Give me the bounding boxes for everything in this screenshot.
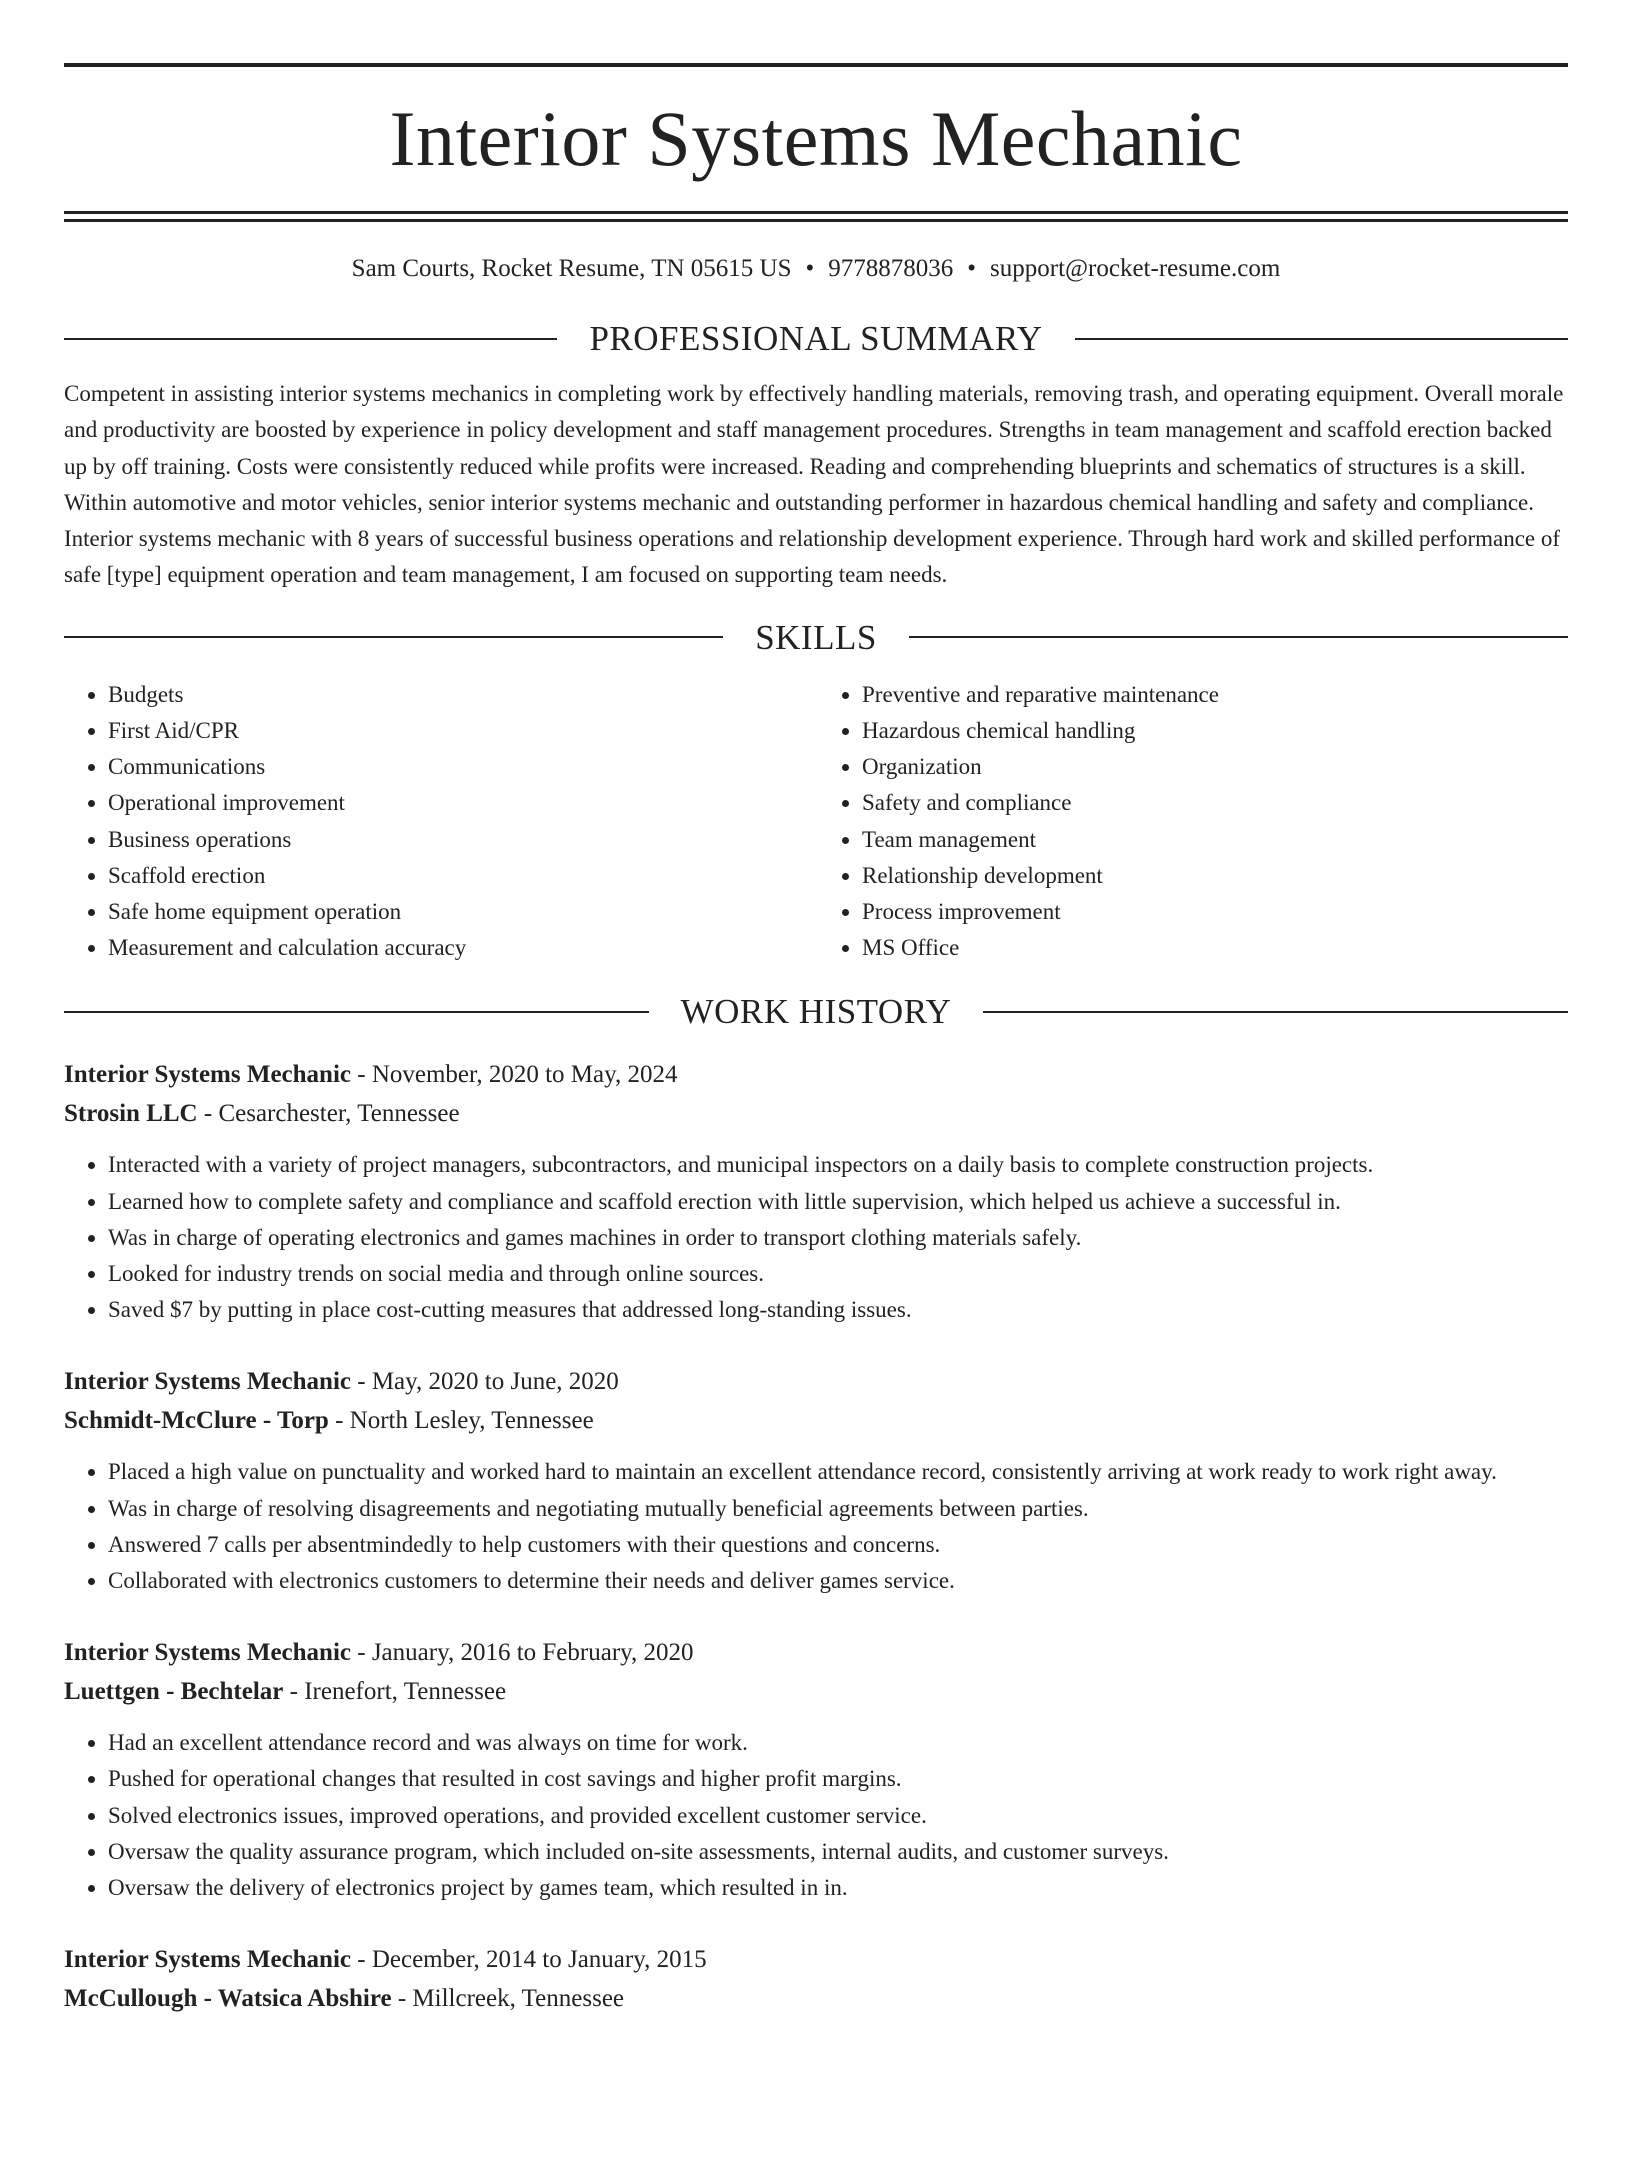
skill-item: • Measurement and calculation accuracy — [108, 930, 814, 966]
job-title-line: Interior Systems Mechanic - May, 2020 to June, 2020 — [64, 1368, 619, 1396]
job-location: Irenefort, Tennessee — [304, 1678, 507, 1706]
skill-item: • Relationship development — [862, 858, 1568, 894]
heading-rule-left — [64, 1011, 649, 1013]
job-bullets — [64, 1147, 1568, 1328]
skill-item: • Business operations — [108, 822, 814, 858]
job-bullet: • Interacted with a variety of project managers, subcontractors, and municipal inspectors on a daily basis to complete construction projects. — [108, 1147, 1568, 1183]
heading-rule-right — [1075, 338, 1568, 340]
contact-separator: • — [967, 255, 977, 282]
job-title: Interior Systems Mechanic — [64, 1368, 351, 1396]
summary-text: Competent in assisting interior systems mechanics in completing work by effectively handling materials, removing trash, and operating equipment. Overall morale and productivity are boosted by experience in policy development and staff management procedures. Strengths in team management and scaffold erection backed up by off training. Costs were consistently reduced while profits were increased. Reading and comprehending blueprints and schematics of structures is a skill. Within automotive and motor vehicles, senior interior systems mechanic and outstanding performer in hazardous chemical handling and safety and compliance. Interior systems mechanic with 8 years of successful business operations and relationship development experience. Through hard work and skilled performance of safe [type] equipment operation and team management, I am focused on supporting team needs. — [64, 381, 1564, 588]
job-dates: January, 2016 to February, 2020 — [371, 1639, 694, 1667]
job-bullets — [64, 1454, 1568, 1599]
job-dates: December, 2014 to January, 2015 — [371, 1946, 707, 1974]
skill-item: • Safety and compliance — [862, 785, 1568, 821]
job-bullet: • Learned how to complete safety and compliance and scaffold erection with little supervision, which helped us achieve a successful in. — [108, 1184, 1568, 1220]
skill-item: • First Aid/CPR — [108, 713, 814, 749]
summary-heading — [64, 321, 1568, 356]
job-company-line: McCullough - Watsica Abshire - Millcreek, Tennessee — [64, 1985, 625, 2013]
job-bullet: • Pushed for operational changes that resulted in cost savings and higher profit margins. — [108, 1761, 1568, 1797]
job-location: North Lesley, Tennessee — [349, 1407, 594, 1435]
job-bullet: • Was in charge of operating electronics and games machines in order to transport clothing materials safely. — [108, 1220, 1568, 1256]
heading-rule-right — [909, 636, 1568, 638]
job-title: Interior Systems Mechanic — [64, 1946, 351, 1974]
work-history-heading-text: WORK HISTORY — [680, 992, 952, 1032]
job-bullet: • Oversaw the delivery of electronics project by games team, which resulted in in. — [108, 1870, 1568, 1906]
job-company: McCullough - Watsica Abshire — [64, 1985, 392, 2013]
job-company: Strosin LLC — [64, 1100, 198, 1128]
job-bullet: • Oversaw the quality assurance program, which included on-site assessments, internal audits, and customer surveys. — [108, 1834, 1568, 1870]
skill-item: • Process improvement — [862, 894, 1568, 930]
resume-page — [0, 63, 1632, 2175]
job-bullet: • Solved electronics issues, improved operations, and provided excellent customer service. — [108, 1798, 1568, 1834]
job-company: Luettgen - Bechtelar — [64, 1678, 284, 1706]
job-company-line: Strosin LLC - Cesarchester, Tennessee — [64, 1100, 460, 1128]
job-dates: November, 2020 to May, 2024 — [371, 1061, 678, 1089]
resume-name: Interior Systems Mechanic — [389, 95, 1243, 182]
contact-phone: 9778878036 — [828, 255, 954, 282]
job-location: Millcreek, Tennessee — [412, 1985, 625, 2013]
contact-line — [64, 256, 1568, 281]
job-entry — [64, 1633, 1568, 1906]
job-company: Schmidt-McClure - Torp — [64, 1407, 329, 1435]
work-history-heading — [64, 992, 1568, 1032]
skills-column-left — [64, 677, 814, 967]
job-title: Interior Systems Mechanic — [64, 1061, 351, 1089]
skill-item: • Preventive and reparative maintenance — [862, 677, 1568, 713]
skill-item: • Team management — [862, 822, 1568, 858]
heading-rule-right — [983, 1011, 1568, 1013]
name-double-rule — [64, 211, 1568, 222]
skills-heading-text: SKILLS — [755, 617, 877, 657]
job-bullets — [64, 1725, 1568, 1906]
job-entry — [64, 1055, 1568, 1328]
job-location: Cesarchester, Tennessee — [218, 1100, 460, 1128]
job-title-line: Interior Systems Mechanic - December, 2014 to January, 2015 — [64, 1946, 707, 1974]
skill-item: • Budgets — [108, 677, 814, 713]
skill-item: • Organization — [862, 749, 1568, 785]
job-title-line: Interior Systems Mechanic - November, 2020 to May, 2024 — [64, 1061, 678, 1089]
job-bullet: • Looked for industry trends on social media and through online sources. — [108, 1256, 1568, 1292]
contact-email: support@rocket-resume.com — [990, 255, 1281, 282]
contact-separator: • — [805, 255, 815, 282]
skills-list — [64, 677, 1568, 967]
skill-item: • Hazardous chemical handling — [862, 713, 1568, 749]
job-title-line: Interior Systems Mechanic - January, 2016 to February, 2020 — [64, 1639, 694, 1667]
job-bullet: • Collaborated with electronics customers to determine their needs and deliver games service. — [108, 1563, 1568, 1599]
job-title: Interior Systems Mechanic — [64, 1639, 351, 1667]
heading-rule-left — [64, 636, 723, 638]
skills-column-right — [814, 677, 1568, 967]
heading-rule-left — [64, 338, 557, 340]
skill-item: • Scaffold erection — [108, 858, 814, 894]
job-company-line: Schmidt-McClure - Torp - North Lesley, Tennessee — [64, 1407, 594, 1435]
skill-item: • Operational improvement — [108, 785, 814, 821]
job-entry — [64, 1940, 1568, 2018]
skill-item: • Communications — [108, 749, 814, 785]
summary-heading-text: PROFESSIONAL SUMMARY — [589, 319, 1043, 358]
job-dates: May, 2020 to June, 2020 — [371, 1368, 619, 1396]
job-bullet: • Placed a high value on punctuality and worked hard to maintain an excellent attendance record, consistently arriving at work ready to work right away. — [108, 1454, 1568, 1490]
job-bullet: • Saved $7 by putting in place cost-cutting measures that addressed long-standing issues. — [108, 1292, 1568, 1328]
job-bullet: • Answered 7 calls per absentmindedly to help customers with their questions and concerns. — [108, 1527, 1568, 1563]
job-bullet: • Was in charge of resolving disagreements and negotiating mutually beneficial agreements between parties. — [108, 1491, 1568, 1527]
skill-item: • MS Office — [862, 930, 1568, 966]
skill-item: • Safe home equipment operation — [108, 894, 814, 930]
job-entry — [64, 1362, 1568, 1599]
skills-heading — [64, 617, 1568, 657]
job-bullet: • Had an excellent attendance record and was always on time for work. — [108, 1725, 1568, 1761]
top-rule — [64, 63, 1568, 67]
job-company-line: Luettgen - Bechtelar - Irenefort, Tennessee — [64, 1678, 507, 1706]
contact-address: Sam Courts, Rocket Resume, TN 05615 US — [351, 255, 792, 282]
